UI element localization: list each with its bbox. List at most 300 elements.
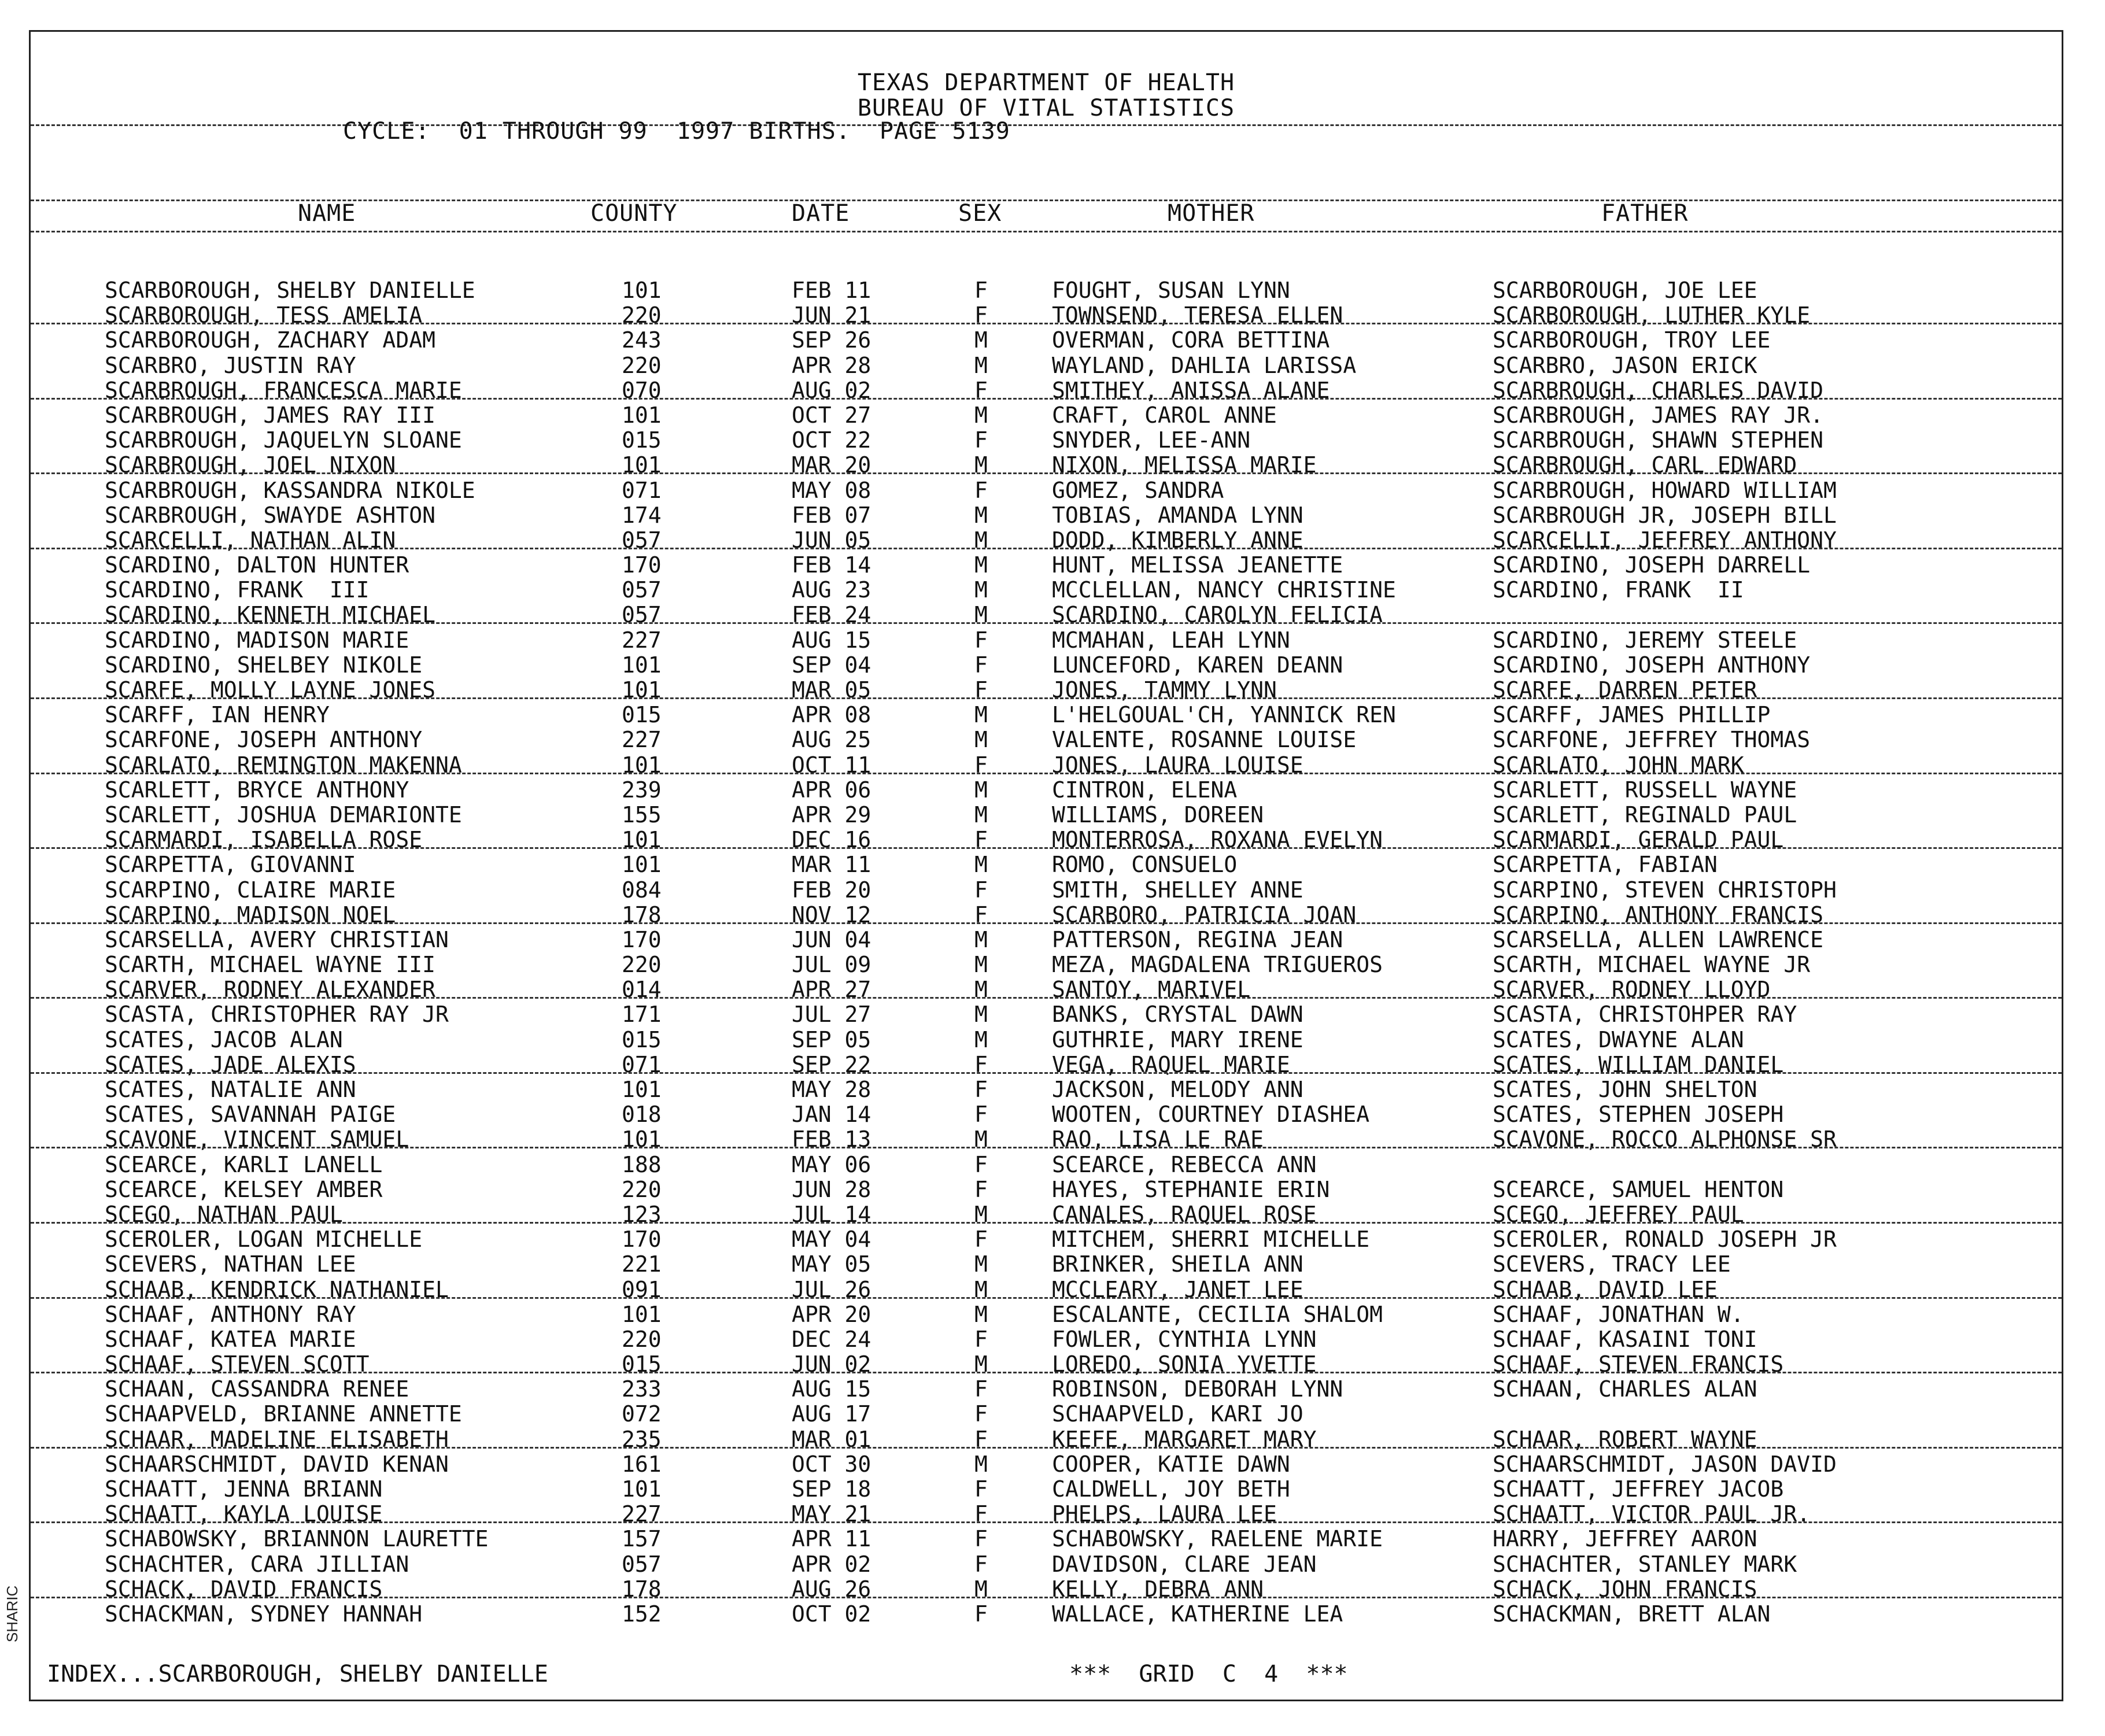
cell-sex: M [974, 1451, 988, 1477]
table-row [31, 1127, 2062, 1152]
cell-sex: F [974, 1102, 988, 1128]
cell-father: SCASTA, CHRISTOHPER RAY [1493, 1002, 1797, 1028]
cell-name: SCARPINO, CLAIRE MARIE [105, 877, 396, 903]
cell-sex: M [974, 1251, 988, 1277]
cell-date: MAY 06 [792, 1151, 871, 1177]
table-row [31, 1002, 2062, 1027]
cell-father: SCHACHTER, STANLEY MARK [1493, 1551, 1797, 1577]
cell-father: SCARDINO, JOSEPH ANTHONY [1493, 652, 1811, 678]
table-row [31, 1352, 2062, 1377]
report-title: TEXAS DEPARTMENT OF HEALTH [857, 69, 1235, 96]
cell-name: SCARSELLA, AVERY CHRISTIAN [105, 926, 449, 952]
table-row [31, 1227, 2062, 1252]
cell-name: SCARBROUGH, JOEL NIXON [105, 452, 396, 478]
cell-sex: M [974, 452, 988, 478]
cell-sex: F [974, 652, 988, 678]
cell-mother: SANTOY, MARIVEL [1052, 977, 1251, 1003]
table-row [31, 403, 2062, 428]
cell-date: FEB 13 [792, 1126, 871, 1153]
report-page [29, 30, 2063, 1701]
cell-father: SCARBROUGH, CHARLES DAVID [1493, 377, 1823, 403]
cell-county: 239 [622, 777, 662, 803]
cell-county: 155 [622, 801, 662, 828]
cell-mother: JONES, TAMMY LYNN [1052, 677, 1277, 703]
table-row [31, 1477, 2062, 1502]
table-row [31, 303, 2062, 328]
cell-date: APR 20 [792, 1301, 871, 1327]
table-row [31, 1302, 2062, 1327]
table-row [31, 1052, 2062, 1077]
cell-county: 123 [622, 1201, 662, 1227]
cell-sex: M [974, 1002, 988, 1028]
cell-father: SCARBROUGH, JAMES RAY JR. [1493, 402, 1823, 428]
cell-date: NOV 12 [792, 902, 871, 928]
cell-date: APR 02 [792, 1551, 871, 1577]
cell-mother: PATTERSON, REGINA JEAN [1052, 926, 1343, 952]
cell-mother: WILLIAMS, DOREEN [1052, 801, 1264, 828]
cell-mother: CALDWELL, JOY BETH [1052, 1476, 1290, 1502]
cell-county: 227 [622, 1501, 662, 1527]
cell-sex: F [974, 1077, 988, 1102]
cell-mother: COOPER, KATIE DAWN [1052, 1451, 1290, 1477]
table-row [31, 952, 2062, 977]
cell-sex: M [974, 1026, 988, 1052]
cell-father: SCARLATO, JOHN MARK [1493, 752, 1744, 778]
cell-mother: L'HELGOUAL'CH, YANNICK REN [1052, 702, 1396, 728]
table-row [31, 1077, 2062, 1102]
cell-name: SCHAAF, ANTHONY RAY [105, 1301, 356, 1327]
cell-sex: M [974, 926, 988, 952]
cell-father: SCEVERS, TRACY LEE [1493, 1251, 1731, 1277]
cell-mother: PHELPS, LAURA LEE [1052, 1501, 1277, 1527]
table-row [31, 528, 2062, 553]
cell-name: SCATES, JADE ALEXIS [105, 1051, 356, 1077]
cell-father: SCHAAF, JONATHAN W. [1493, 1301, 1744, 1327]
cell-county: 220 [622, 302, 662, 328]
cell-sex: M [974, 777, 988, 803]
cell-mother: ROMO, CONSUELO [1052, 852, 1238, 878]
cell-sex: M [974, 552, 988, 578]
cell-father: SCARDINO, FRANK II [1493, 577, 1744, 603]
cell-father: SCARFE, DARREN PETER [1493, 677, 1757, 703]
column-header-county: COUNTY [590, 200, 678, 227]
cell-county: 178 [622, 1576, 662, 1602]
cell-name: SCEGO, NATHAN PAUL [105, 1201, 343, 1227]
cell-mother: SNYDER, LEE-ANN [1052, 427, 1251, 453]
table-row [31, 1427, 2062, 1452]
cell-father: SCARBROUGH, SHAWN STEPHEN [1493, 427, 1823, 453]
cell-name: SCARMARDI, ISABELLA ROSE [105, 827, 423, 853]
cell-name: SCHAATT, JENNA BRIANN [105, 1476, 383, 1502]
cell-father: SCARBOROUGH, JOE LEE [1493, 278, 1757, 303]
cell-sex: F [974, 1176, 988, 1202]
cell-mother: SCHAAPVELD, KARI JO [1052, 1401, 1303, 1427]
cell-county: 015 [622, 702, 662, 728]
cell-sex: F [974, 627, 988, 653]
cell-father: SCATES, JOHN SHELTON [1493, 1077, 1757, 1102]
cell-county: 101 [622, 852, 662, 878]
table-row [31, 1102, 2062, 1127]
cell-sex: M [974, 577, 988, 603]
cell-date: MAY 08 [792, 477, 871, 503]
cell-date: MAR 20 [792, 452, 871, 478]
cell-date: AUG 23 [792, 577, 871, 603]
column-header-date: DATE [792, 200, 850, 227]
cell-father: SCARBROUGH, CARL EDWARD [1493, 452, 1797, 478]
cell-county: 057 [622, 602, 662, 628]
cell-mother: ESCALANTE, CECILIA SHALOM [1052, 1301, 1383, 1327]
cell-date: JUN 21 [792, 302, 871, 328]
table-row [31, 753, 2062, 778]
cell-mother: FOWLER, CYNTHIA LYNN [1052, 1326, 1317, 1352]
cell-county: 220 [622, 352, 662, 378]
cell-mother: MEZA, MAGDALENA TRIGUEROS [1052, 952, 1383, 978]
column-header-father: FATHER [1601, 200, 1689, 227]
cell-name: SCHAAN, CASSANDRA RENEE [105, 1376, 409, 1402]
cell-county: 101 [622, 752, 662, 778]
cell-date: FEB 07 [792, 502, 871, 528]
cell-county: 101 [622, 278, 662, 303]
cell-mother: WOOTEN, COURTNEY DIASHEA [1052, 1102, 1370, 1128]
table-row [31, 678, 2062, 703]
table-row [31, 1327, 2062, 1352]
cell-sex: M [974, 1351, 988, 1377]
cell-mother: RAO, LISA LE RAE [1052, 1126, 1264, 1153]
cell-father: SCARFF, JAMES PHILLIP [1493, 702, 1771, 728]
cell-sex: M [974, 1126, 988, 1153]
cell-name: SCARLETT, BRYCE ANTHONY [105, 777, 409, 803]
table-row [31, 928, 2062, 952]
cell-mother: LUNCEFORD, KAREN DEANN [1052, 652, 1343, 678]
cell-sex: M [974, 602, 988, 628]
cell-father: SCHAATT, JEFFREY JACOB [1493, 1476, 1784, 1502]
cell-sex: F [974, 477, 988, 503]
cell-county: 015 [622, 1351, 662, 1377]
cell-county: 071 [622, 477, 662, 503]
cell-county: 057 [622, 577, 662, 603]
cell-father: HARRY, JEFFREY AARON [1493, 1526, 1757, 1552]
cell-father: SCHAATT, VICTOR PAUL JR. [1493, 1501, 1811, 1527]
cell-mother: ROBINSON, DEBORAH LYNN [1052, 1376, 1343, 1402]
table-row [31, 653, 2062, 678]
cell-father: SCHACKMAN, BRETT ALAN [1493, 1601, 1771, 1627]
cell-name: SCHAARSCHMIDT, DAVID KENAN [105, 1451, 449, 1477]
cell-sex: F [974, 1326, 988, 1352]
cell-father: SCATES, WILLIAM DANIEL [1493, 1051, 1784, 1077]
cell-mother: MITCHEM, SHERRI MICHELLE [1052, 1227, 1370, 1253]
cell-date: OCT 30 [792, 1451, 871, 1477]
cell-sex: F [974, 1601, 988, 1627]
cell-county: 101 [622, 402, 662, 428]
cell-county: 188 [622, 1151, 662, 1177]
cell-mother: OVERMAN, CORA BETTINA [1052, 327, 1330, 353]
cell-name: SCARFONE, JOSEPH ANTHONY [105, 727, 423, 753]
cell-father: SCHAAF, KASAINI TONI [1493, 1326, 1757, 1352]
cell-county: 014 [622, 977, 662, 1003]
cell-mother: SCHABOWSKY, RAELENE MARIE [1052, 1526, 1383, 1552]
cell-date: MAY 21 [792, 1501, 871, 1527]
table-row [31, 278, 2062, 303]
cell-county: 101 [622, 677, 662, 703]
cell-name: SCHAAF, STEVEN SCOTT [105, 1351, 370, 1377]
table-row [31, 1177, 2062, 1202]
cell-sex: M [974, 1201, 988, 1227]
cell-county: 235 [622, 1426, 662, 1452]
cell-father: SCHAAF, STEVEN FRANCIS [1493, 1351, 1784, 1377]
table-row [31, 1502, 2062, 1527]
cell-name: SCEVERS, NATHAN LEE [105, 1251, 356, 1277]
cell-name: SCARBRO, JUSTIN RAY [105, 352, 356, 378]
cell-name: SCARFE, MOLLY LAYNE JONES [105, 677, 435, 703]
cell-mother: CRAFT, CAROL ANNE [1052, 402, 1277, 428]
cell-sex: F [974, 427, 988, 453]
cell-name: SCARDINO, KENNETH MICHAEL [105, 602, 435, 628]
cell-sex: M [974, 327, 988, 353]
cell-mother: HUNT, MELISSA JEANETTE [1052, 552, 1343, 578]
report-subtitle: BUREAU OF VITAL STATISTICS [857, 95, 1235, 121]
cell-name: SCARDINO, MADISON MARIE [105, 627, 409, 653]
cell-father: SCARBOROUGH, LUTHER KYLE [1493, 302, 1811, 328]
cell-sex: F [974, 677, 988, 703]
cell-date: JUN 02 [792, 1351, 871, 1377]
cell-date: APR 11 [792, 1526, 871, 1552]
table-row [31, 1452, 2062, 1477]
cell-county: 220 [622, 1176, 662, 1202]
cell-mother: FOUGHT, SUSAN LYNN [1052, 278, 1290, 303]
cell-name: SCARBOROUGH, TESS AMELIA [105, 302, 423, 328]
cell-father: SCAVONE, ROCCO ALPHONSE SR [1493, 1126, 1837, 1153]
cell-date: AUG 15 [792, 627, 871, 653]
cell-mother: LOREDO, SONIA YVETTE [1052, 1351, 1317, 1377]
table-row [31, 803, 2062, 828]
cell-father: SCARPETTA, FABIAN [1493, 852, 1718, 878]
cell-mother: DODD, KIMBERLY ANNE [1052, 527, 1303, 553]
cell-mother: BANKS, CRYSTAL DAWN [1052, 1002, 1303, 1028]
cell-father: SCARLETT, RUSSELL WAYNE [1493, 777, 1797, 803]
cell-date: JUL 27 [792, 1002, 871, 1028]
cell-mother: JACKSON, MELODY ANN [1052, 1077, 1303, 1102]
table-row [31, 478, 2062, 503]
cell-mother: SCARDINO, CAROLYN FELICIA [1052, 602, 1383, 628]
cell-father: SCARPINO, STEVEN CHRISTOPH [1493, 877, 1837, 903]
table-row [31, 1252, 2062, 1277]
cell-date: SEP 05 [792, 1026, 871, 1052]
table-row [31, 553, 2062, 578]
table-row [31, 1402, 2062, 1427]
cell-name: SCARFF, IAN HENRY [105, 702, 330, 728]
cell-date: APR 27 [792, 977, 871, 1003]
cell-date: OCT 22 [792, 427, 871, 453]
cell-county: 170 [622, 1227, 662, 1253]
column-header-name: NAME [298, 200, 356, 227]
column-header-rule-top [31, 200, 2062, 201]
cell-father: SCARSELLA, ALLEN LAWRENCE [1493, 926, 1823, 952]
cell-name: SCARBROUGH, JAMES RAY III [105, 402, 435, 428]
cell-sex: F [974, 278, 988, 303]
cell-mother: VEGA, RAQUEL MARIE [1052, 1051, 1290, 1077]
cell-sex: F [974, 877, 988, 903]
cell-father: SCEROLER, RONALD JOSEPH JR [1493, 1227, 1837, 1253]
cell-father: SCEARCE, SAMUEL HENTON [1493, 1176, 1784, 1202]
cell-county: 170 [622, 926, 662, 952]
cell-name: SCARBROUGH, FRANCESCA MARIE [105, 377, 462, 403]
cell-name: SCHAAR, MADELINE ELISABETH [105, 1426, 449, 1452]
cell-name: SCHACKMAN, SYDNEY HANNAH [105, 1601, 423, 1627]
cell-date: JUL 14 [792, 1201, 871, 1227]
cell-county: 084 [622, 877, 662, 903]
cell-name: SCARDINO, SHELBEY NIKOLE [105, 652, 423, 678]
cell-father: SCHAAB, DAVID LEE [1493, 1276, 1718, 1302]
cell-sex: M [974, 502, 988, 528]
cell-date: AUG 17 [792, 1401, 871, 1427]
cell-sex: F [974, 1526, 988, 1552]
cell-date: OCT 11 [792, 752, 871, 778]
cell-father: SCARVER, RODNEY LLOYD [1493, 977, 1771, 1003]
cell-county: 101 [622, 452, 662, 478]
cell-sex: F [974, 1426, 988, 1452]
cell-mother: CINTRON, ELENA [1052, 777, 1238, 803]
cell-father: SCATES, DWAYNE ALAN [1493, 1026, 1744, 1052]
cell-name: SCARDINO, FRANK III [105, 577, 370, 603]
birth-records-table [31, 278, 2062, 1627]
cell-name: SCAVONE, VINCENT SAMUEL [105, 1126, 409, 1153]
cell-county: 101 [622, 652, 662, 678]
cell-county: 091 [622, 1276, 662, 1302]
cell-father: SCHAARSCHMIDT, JASON DAVID [1493, 1451, 1837, 1477]
table-row [31, 578, 2062, 603]
cell-date: MAY 04 [792, 1227, 871, 1253]
cell-mother: WALLACE, KATHERINE LEA [1052, 1601, 1343, 1627]
cell-mother: JONES, LAURA LOUISE [1052, 752, 1303, 778]
cell-county: 178 [622, 902, 662, 928]
cell-name: SCARLETT, JOSHUA DEMARIONTE [105, 801, 462, 828]
cell-date: AUG 15 [792, 1376, 871, 1402]
cell-date: DEC 24 [792, 1326, 871, 1352]
cell-father: SCARBRO, JASON ERICK [1493, 352, 1757, 378]
cell-name: SCHAAB, KENDRICK NATHANIEL [105, 1276, 449, 1302]
footer-grid-ref: *** GRID C 4 *** [1069, 1661, 1348, 1687]
table-row [31, 1277, 2062, 1302]
cell-sex: F [974, 827, 988, 853]
cell-date: MAY 05 [792, 1251, 871, 1277]
cell-date: JUN 04 [792, 926, 871, 952]
cell-county: 233 [622, 1376, 662, 1402]
cell-name: SCARLATO, REMINGTON MAKENNA [105, 752, 462, 778]
column-header-sex: SEX [958, 200, 1002, 227]
cell-mother: TOWNSEND, TERESA ELLEN [1052, 302, 1343, 328]
cell-date: JUN 05 [792, 527, 871, 553]
cell-county: 227 [622, 627, 662, 653]
cell-county: 157 [622, 1526, 662, 1552]
cell-sex: F [974, 902, 988, 928]
cell-county: 101 [622, 1476, 662, 1502]
cell-name: SCEARCE, KELSEY AMBER [105, 1176, 383, 1202]
cell-name: SCHAAPVELD, BRIANNE ANNETTE [105, 1401, 462, 1427]
cell-sex: F [974, 1376, 988, 1402]
cell-name: SCEROLER, LOGAN MICHELLE [105, 1227, 423, 1253]
cell-sex: F [974, 302, 988, 328]
cell-father: SCARPINO, ANTHONY FRANCIS [1493, 902, 1823, 928]
cell-county: 101 [622, 827, 662, 853]
cell-sex: F [974, 752, 988, 778]
cell-name: SCEARCE, KARLI LANELL [105, 1151, 383, 1177]
cell-name: SCATES, SAVANNAH PAIGE [105, 1102, 396, 1128]
table-row [31, 503, 2062, 528]
cell-date: FEB 14 [792, 552, 871, 578]
cell-father: SCARDINO, JEREMY STEELE [1493, 627, 1797, 653]
cell-date: FEB 11 [792, 278, 871, 303]
cell-sex: M [974, 727, 988, 753]
margin-stamp: SHARIC [3, 1585, 21, 1642]
cell-sex: M [974, 1301, 988, 1327]
cell-name: SCHAAF, KATEA MARIE [105, 1326, 356, 1352]
cell-name: SCARCELLI, NATHAN ALIN [105, 527, 396, 553]
table-row [31, 453, 2062, 478]
cell-county: 015 [622, 427, 662, 453]
cell-mother: SCEARCE, REBECCA ANN [1052, 1151, 1317, 1177]
cell-date: JAN 14 [792, 1102, 871, 1128]
table-row [31, 727, 2062, 752]
cell-father: SCARMARDI, GERALD PAUL [1493, 827, 1784, 853]
table-row [31, 778, 2062, 803]
cell-father: SCEGO, JEFFREY PAUL [1493, 1201, 1744, 1227]
cell-father: SCHAAR, ROBERT WAYNE [1493, 1426, 1757, 1452]
cell-name: SCHABOWSKY, BRIANNON LAURETTE [105, 1526, 489, 1552]
cell-name: SCHACHTER, CARA JILLIAN [105, 1551, 409, 1577]
cell-name: SCARBOROUGH, SHELBY DANIELLE [105, 278, 475, 303]
cell-name: SCARVER, RODNEY ALEXANDER [105, 977, 435, 1003]
cell-date: APR 28 [792, 352, 871, 378]
cell-date: MAR 05 [792, 677, 871, 703]
cell-father: SCARTH, MICHAEL WAYNE JR [1493, 952, 1811, 978]
table-row [31, 353, 2062, 378]
cell-mother: KEEFE, MARGARET MARY [1052, 1426, 1317, 1452]
table-row [31, 703, 2062, 727]
cell-date: FEB 24 [792, 602, 871, 628]
cell-date: APR 08 [792, 702, 871, 728]
footer-index: INDEX...SCARBOROUGH, SHELBY DANIELLE [47, 1661, 548, 1687]
cell-mother: TOBIAS, AMANDA LYNN [1052, 502, 1303, 528]
cell-county: 071 [622, 1051, 662, 1077]
cell-county: 072 [622, 1401, 662, 1427]
cell-county: 171 [622, 1002, 662, 1028]
cell-name: SCARPINO, MADISON NOEL [105, 902, 396, 928]
cell-father: SCARBOROUGH, TROY LEE [1493, 327, 1771, 353]
table-row [31, 1577, 2062, 1602]
cell-sex: M [974, 402, 988, 428]
cell-father: SCARDINO, JOSEPH DARRELL [1493, 552, 1811, 578]
cell-sex: F [974, 1051, 988, 1077]
cell-mother: SMITHEY, ANISSA ALANE [1052, 377, 1330, 403]
cell-date: MAR 01 [792, 1426, 871, 1452]
cell-name: SCARBROUGH, KASSANDRA NIKOLE [105, 477, 475, 503]
cell-mother: NIXON, MELISSA MARIE [1052, 452, 1317, 478]
cell-sex: F [974, 1551, 988, 1577]
cell-date: OCT 02 [792, 1601, 871, 1627]
cell-date: DEC 16 [792, 827, 871, 853]
cell-father: SCARFONE, JEFFREY THOMAS [1493, 727, 1811, 753]
cell-mother: CANALES, RAQUEL ROSE [1052, 1201, 1317, 1227]
table-row [31, 378, 2062, 403]
cell-date: OCT 27 [792, 402, 871, 428]
cell-date: JUL 26 [792, 1276, 871, 1302]
cell-name: SCARBROUGH, SWAYDE ASHTON [105, 502, 435, 528]
cell-date: MAY 28 [792, 1077, 871, 1102]
cell-sex: M [974, 352, 988, 378]
cell-name: SCARTH, MICHAEL WAYNE III [105, 952, 435, 978]
cell-county: 243 [622, 327, 662, 353]
cell-sex: F [974, 377, 988, 403]
